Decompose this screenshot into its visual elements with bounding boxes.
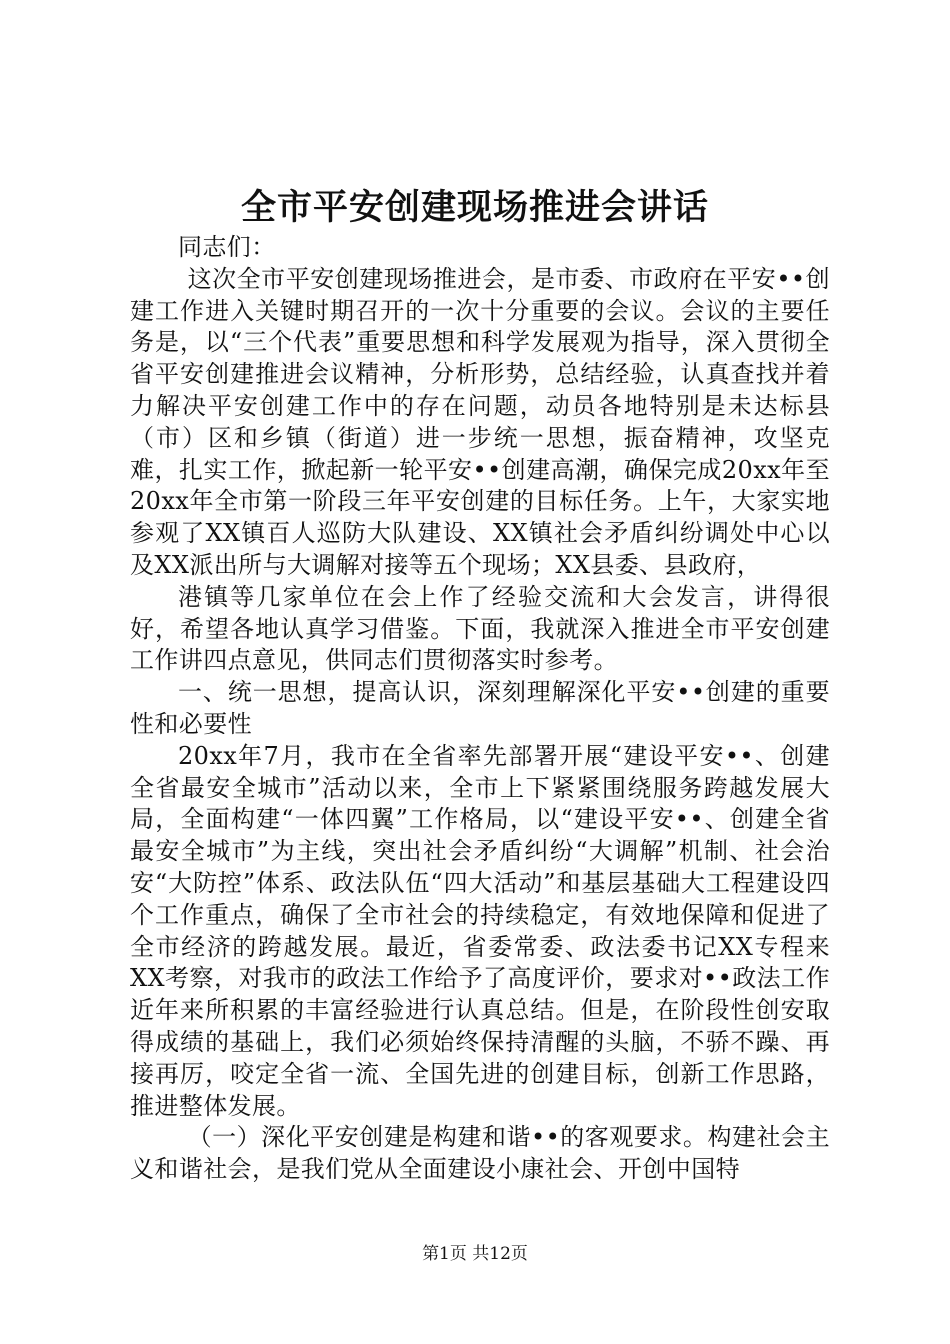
page-number-footer: 第1页 共12页 [422, 1244, 528, 1264]
document-body [130, 232, 830, 1186]
subsection-paragraph: （一）深化平安创建是构建和谐••的客观要求。构建社会主义和谐社会，是我们党从全面建设小康社会、开创中国特 [130, 1123, 830, 1184]
section-heading: 一、统一思想，提高认识，深刻理解深化平安••创建的重要性和必要性 [130, 678, 830, 738]
body-paragraph: 这次全市平安创建现场推进会，是市委、市政府在平安••创建工作进入关键时期召开的一次十分重要的会议。会议的主要任务是，以“三个代表”重要思想和科学发展观为指导，深入贯彻全省平安创建推进会议精神，分析形势，总结经验，认真查找并着力解决平安创建工作中的存在问题，动员各地特别是未达标县（市）区和乡镇（街道）进一步统一思想，振奋精神，攻坚克难，扎实工作，掀起新一轮平安••创建高潮，确保完成20xx年至20xx年全市第一阶段三年平安创建的目标任务。上午，大家实地参观了XX镇百人巡防大队建设、XX镇社会矛盾纠纷调处中心以及XX派出所与大调解对接等五个现场；XX县委、县政府， [130, 264, 830, 579]
body-paragraph: 港镇等几家单位在会上作了经验交流和大会发言，讲得很好，希望各地认真学习借鉴。下面，我就深入推进全市平安创建工作讲四点意见，供同志们贯彻落实时参考。 [130, 582, 830, 675]
document-title: 全市平安创建现场推进会讲话 [240, 187, 709, 228]
salutation-paragraph: 同志们： [178, 233, 276, 261]
body-paragraph: 20xx年7月，我市在全省率先部署开展“建设平安••、创建全省最安全城市”活动以来，全市上下紧紧围绕服务跨越发展大局，全面构建“一体四翼”工作格局，以“建设平安••、创建全省最安全城市”为主线，突出社会矛盾纠纷“大调解”机制、社会治安“大防控”体系、政法队伍“四大活动”和基层基础大工程建设四个工作重点，确保了全市社会的持续稳定，有效地保障和促进了全市经济的跨越发展。最近，省委常委、政法委书记XX专程来XX考察，对我市的政法工作给予了高度评价，要求对••政法工作近年来所积累的丰富经验进行认真总结。但是，在阶段性创安取得成绩的基础上，我们必须始终保持清醒的头脑，不骄不躁、再接再厉，咬定全省一流、全国先进的创建目标，创新工作思路，推进整体发展。 [130, 741, 830, 1120]
